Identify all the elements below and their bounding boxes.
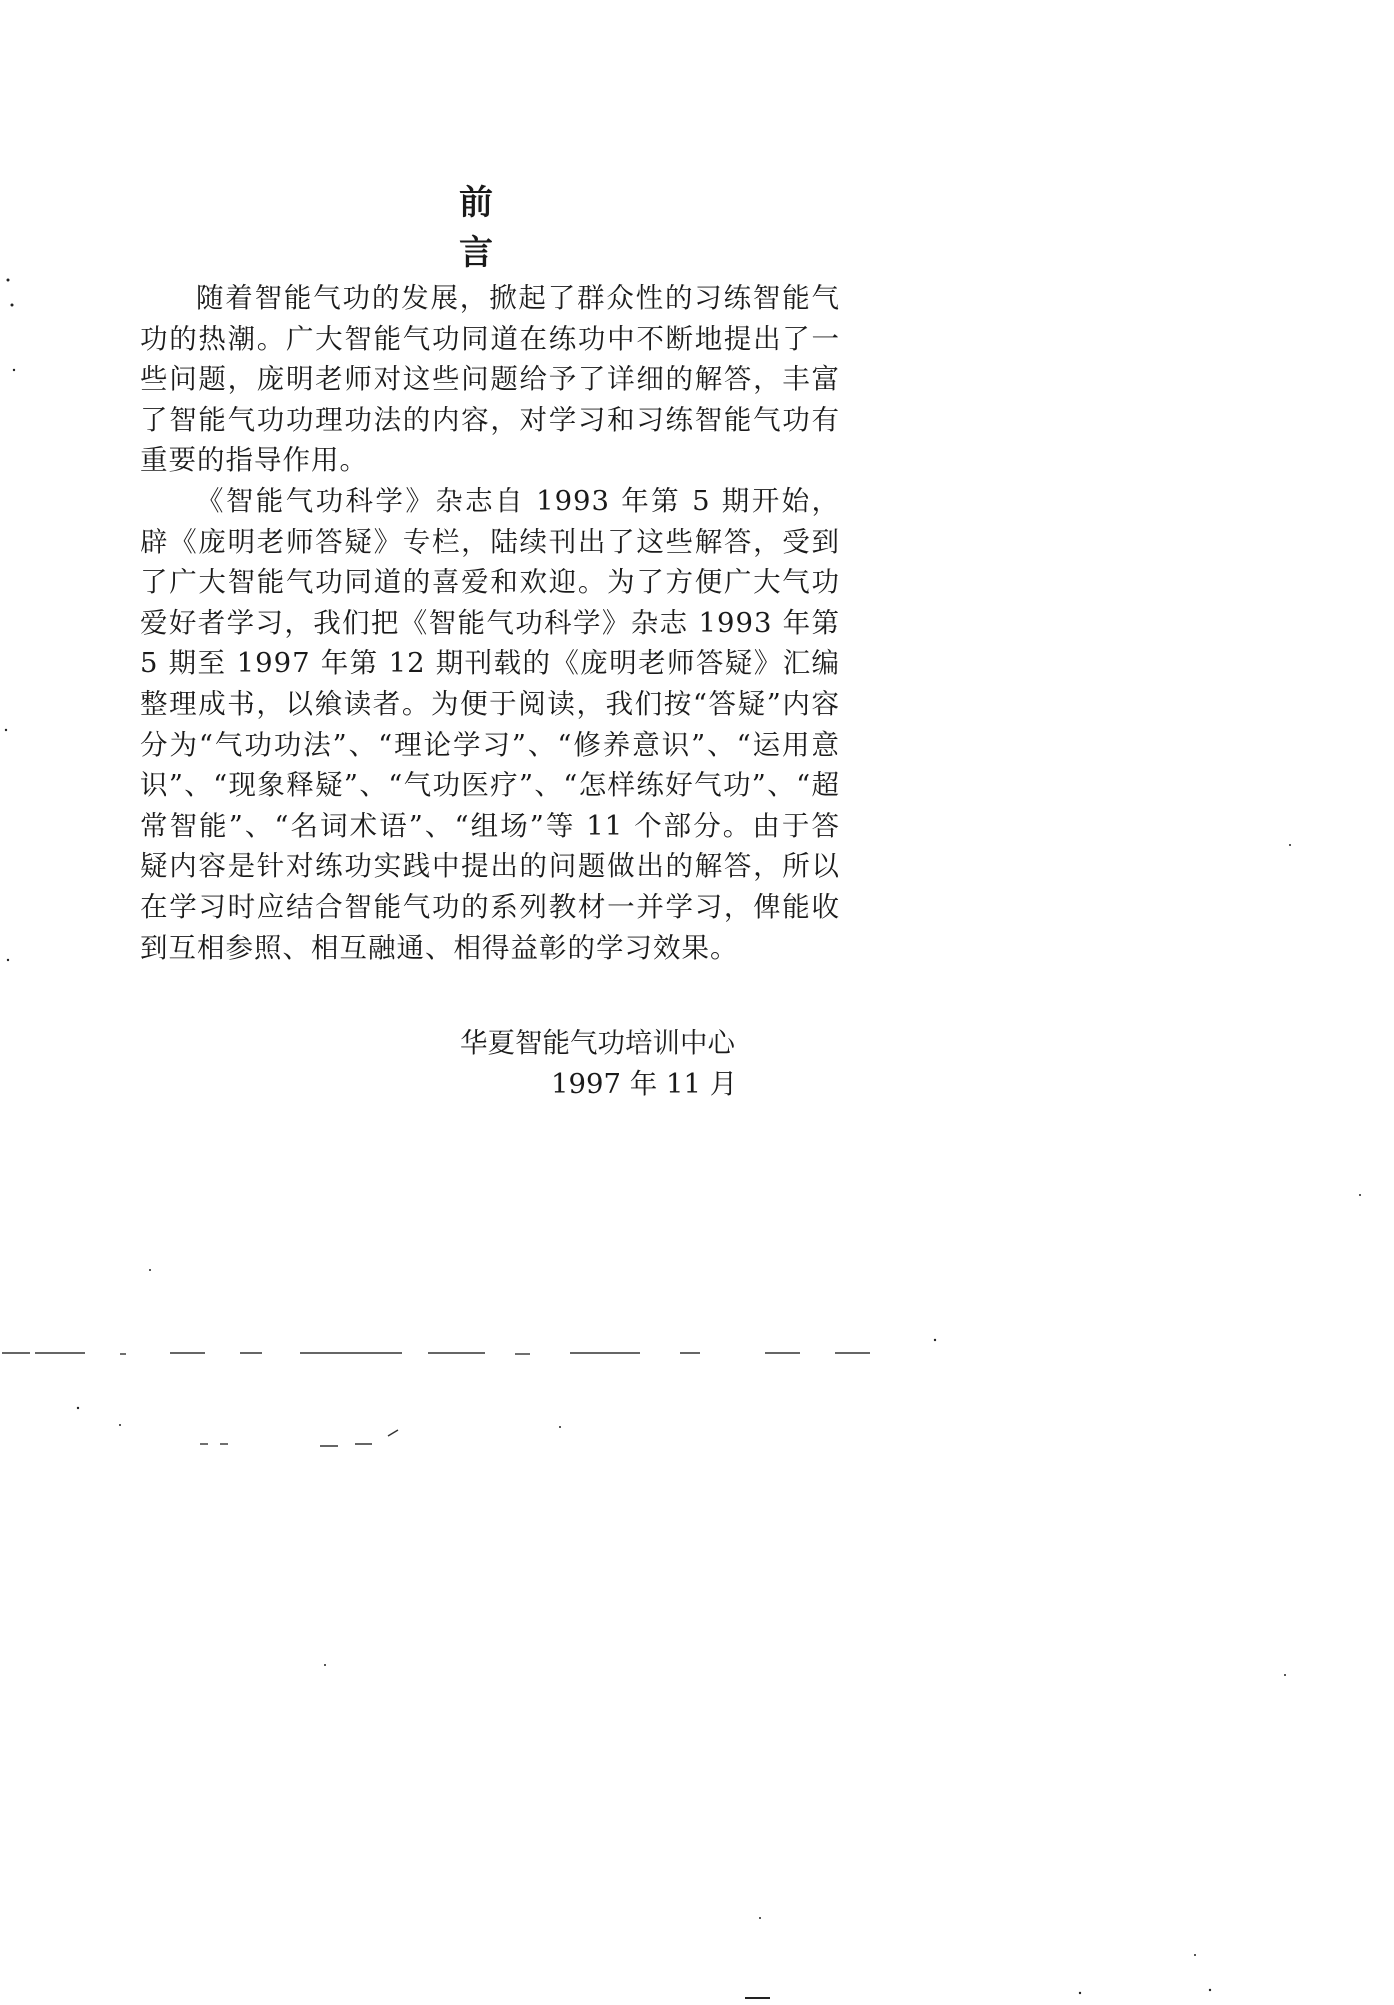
paragraph-2: 《智能气功科学》杂志自 1993 年第 5 期开始，辟《庞明老师答疑》专栏，陆续刊出了这些解答，受到了广大智能气功同道的喜爱和欢迎。为了方便广大气功爱好者学习，我们把《智能气功科学》杂志 1993 年第 5 期至 1997 年第 12 期刊载的《庞明老师答疑》汇编整理成书，以飨读者。为便于阅读，我们按“答疑”内容分为“气功功法”、“理论学习”、“修养意识”、“运用意识”、“现象释疑”、“气功医疗”、“怎样练好气功”、“超常智能”、“名词术语”、“组场”等 11 个部分。由于答疑内容是针对练功实践中提出的问题做出的解答，所以在学习时应结合智能气功的系列教材一并学习，俾能收到互相参照、相互融通、相得益彰的学习效果。 — [140, 484, 840, 964]
preface-body — [140, 278, 840, 968]
page-title: 前 言 — [459, 183, 521, 273]
signature-organization: 华夏智能气功培训中心 — [460, 1027, 735, 1059]
paragraph-1: 随着智能气功的发展，掀起了群众性的习练智能气功的热潮。广大智能气功同道在练功中不断地提出了一些问题，庞明老师对这些问题给予了详细的解答，丰富了智能气功功理功法的内容，对学习和习练智能气功有重要的指导作用。 — [140, 282, 840, 477]
signature-block — [460, 1023, 820, 1105]
signature-date: 1997 年 11 月 — [551, 1068, 738, 1100]
dashed-rule-artifact — [2, 1353, 870, 1446]
